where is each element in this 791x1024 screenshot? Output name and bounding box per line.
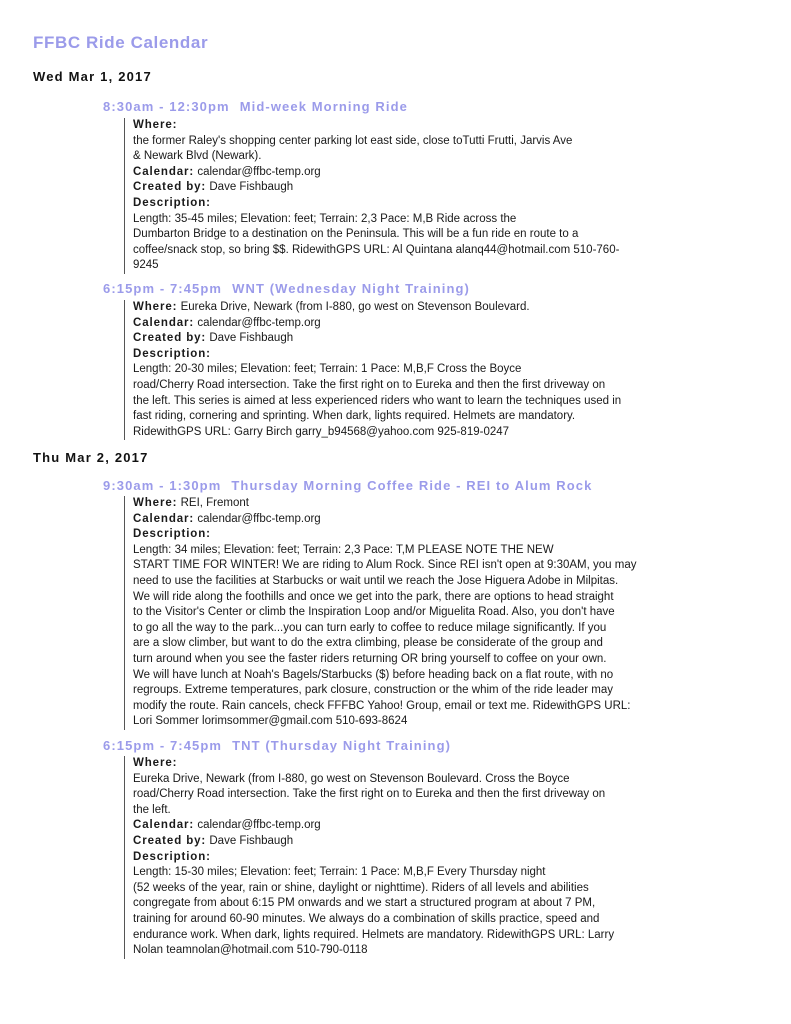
description-label: Description:	[133, 196, 211, 209]
calendar-label: Calendar:	[133, 512, 195, 525]
description-line: Length: 34 miles; Elevation: feet; Terrain: 2,3 Pace: T,M PLEASE NOTE THE NEW	[133, 543, 554, 556]
description-line: coffee/snack stop, so bring $$. RidewithGPS URL: Al Quintana alanq44@hotmail.com 510-760-	[133, 243, 620, 256]
description-line: 9245	[133, 259, 159, 272]
event-header-wnt[interactable]	[103, 281, 470, 296]
day-heading-thu-mar-2: Thu Mar 2, 2017	[33, 450, 149, 465]
description-line: the left. This series is aimed at less experienced riders who want to learn the techniques used in	[133, 394, 622, 407]
description-line: Lori Sommer lorimsommer@gmail.com 510-693-8624	[133, 715, 408, 728]
calendar-label: Calendar:	[133, 165, 195, 178]
description-line: to go all the way to the park...you can turn early to coffee to reduce milage significantly. If you	[133, 621, 607, 634]
description-label: Description:	[133, 850, 211, 863]
calendar-value: calendar@ffbc-temp.org	[197, 165, 321, 178]
created-by-label: Created by:	[133, 332, 207, 345]
calendar-value: calendar@ffbc-temp.org	[197, 316, 321, 329]
calendar-title: FFBC Ride Calendar	[33, 33, 209, 52]
description-line: We will ride along the foothills and once we get into the park, there are options to head straight	[133, 590, 614, 603]
description-line: START TIME FOR WINTER! We are riding to Alum Rock. Since REI isn't open at 9:30AM, you may	[133, 559, 637, 572]
event-details-wnt	[124, 300, 773, 440]
where-label: Where:	[133, 119, 178, 131]
description-line: need to use the facilities at Starbucks or wait until we reach the Jose Higuera Adobe in Milpitas.	[133, 574, 619, 587]
where-label: Where:	[133, 301, 178, 313]
description-line: road/Cherry Road intersection. Take the first right on to Eureka and then the first driveway on	[133, 378, 606, 391]
description-line: Length: 15-30 miles; Elevation: feet; Terrain: 1 Pace: M,B,F Every Thursday night	[133, 866, 546, 879]
day-heading-wed-mar-1: Wed Mar 1, 2017	[33, 69, 152, 84]
calendar-value: calendar@ffbc-temp.org	[197, 819, 321, 832]
event-header-thursday-coffee-ride[interactable]	[103, 478, 592, 493]
description-label: Description:	[133, 347, 211, 360]
description-line: training for around 60-90 minutes. We always do a combination of skills practice, speed and	[133, 912, 600, 925]
created-by-value: Dave Fishbaugh	[209, 332, 294, 345]
where-value: the former Raley's shopping center parking lot east side, close toTutti Frutti, Jarvis Ave	[133, 134, 573, 147]
where-value: & Newark Blvd (Newark).	[133, 150, 262, 163]
event-title: Thursday Morning Coffee Ride - REI to Alum Rock	[231, 478, 593, 493]
calendar-value: calendar@ffbc-temp.org	[197, 512, 321, 525]
where-value: the left.	[133, 803, 171, 816]
calendar-label: Calendar:	[133, 819, 195, 832]
description-line: RidewithGPS URL: Garry Birch garry_b94568@yahoo.com 925-819-0247	[133, 425, 510, 438]
where-value: road/Cherry Road intersection. Take the first right on to Eureka and then the first driveway on	[133, 788, 606, 801]
description-line: Length: 20-30 miles; Elevation: feet; Terrain: 1 Pace: M,B,F Cross the Boyce	[133, 363, 522, 376]
event-title: WNT (Wednesday Night Training)	[232, 281, 470, 296]
description-line: are a slow climber, but want to do the extra climbing, please be considerate of the group and	[133, 637, 603, 650]
created-by-value: Dave Fishbaugh	[209, 834, 294, 847]
created-by-label: Created by:	[133, 834, 207, 847]
description-label: Description:	[133, 528, 211, 541]
created-by-value: Dave Fishbaugh	[209, 181, 294, 194]
calendar-label: Calendar:	[133, 316, 195, 329]
event-time: 8:30am - 12:30pm	[103, 99, 230, 114]
description-line: fast riding, cornering and sprinting. When dark, lights required. Helmets are mandatory.	[133, 410, 576, 423]
created-by-label: Created by:	[133, 181, 207, 194]
description-line: Dumbarton Bridge to a destination on the Peninsula. This will be a fun ride en route to a	[133, 228, 579, 241]
description-line: regroups. Extreme temperatures, park closure, construction or the whim of the ride leader may	[133, 684, 614, 697]
where-value: Eureka Drive, Newark (from I-880, go west on Stevenson Boulevard. Cross the Boyce	[133, 772, 570, 785]
where-label: Where:	[133, 497, 178, 509]
where-label: Where:	[133, 757, 178, 769]
event-title: Mid-week Morning Ride	[239, 99, 408, 114]
description-line: Nolan teamnolan@hotmail.com 510-790-0118	[133, 944, 368, 957]
event-title: TNT (Thursday Night Training)	[232, 738, 452, 753]
description-line: (52 weeks of the year, rain or shine, daylight or nighttime). Riders of all levels and abilities	[133, 881, 589, 894]
event-time: 6:15pm - 7:45pm	[103, 281, 223, 296]
event-time: 6:15pm - 7:45pm	[103, 738, 223, 753]
description-line: We will have lunch at Noah's Bagels/Starbucks ($) before heading back on a flat route, with no	[133, 668, 614, 681]
where-value: REI, Fremont	[180, 497, 249, 509]
description-line: modify the route. Rain cancels, check FFFBC Yahoo! Group, email or text me. RidewithGPS URL:	[133, 699, 631, 712]
description-line: congregate from about 6:15 PM onwards and we start a structured program at about 7 PM,	[133, 897, 596, 910]
where-value: Eureka Drive, Newark (from I-880, go west on Stevenson Boulevard.	[180, 301, 530, 313]
event-header-midweek-morning-ride[interactable]	[103, 99, 408, 114]
event-details-midweek-morning-ride	[124, 118, 773, 274]
description-line: turn around when you see the faster riders returning OR bring yourself to coffee on your own.	[133, 652, 607, 665]
description-line: endurance work. When dark, lights required. Helmets are mandatory. RidewithGPS URL: Larry	[133, 928, 615, 941]
event-time: 9:30am - 1:30pm	[103, 478, 222, 493]
event-details-thursday-coffee-ride	[124, 496, 773, 730]
description-line: Length: 35-45 miles; Elevation: feet; Terrain: 2,3 Pace: M,B Ride across the	[133, 212, 517, 225]
description-line: to the Visitor's Center or climb the Inspiration Loop and/or Miguelita Road. Also, you don't have	[133, 606, 615, 619]
event-details-tnt	[124, 756, 773, 959]
event-header-tnt[interactable]	[103, 738, 451, 753]
